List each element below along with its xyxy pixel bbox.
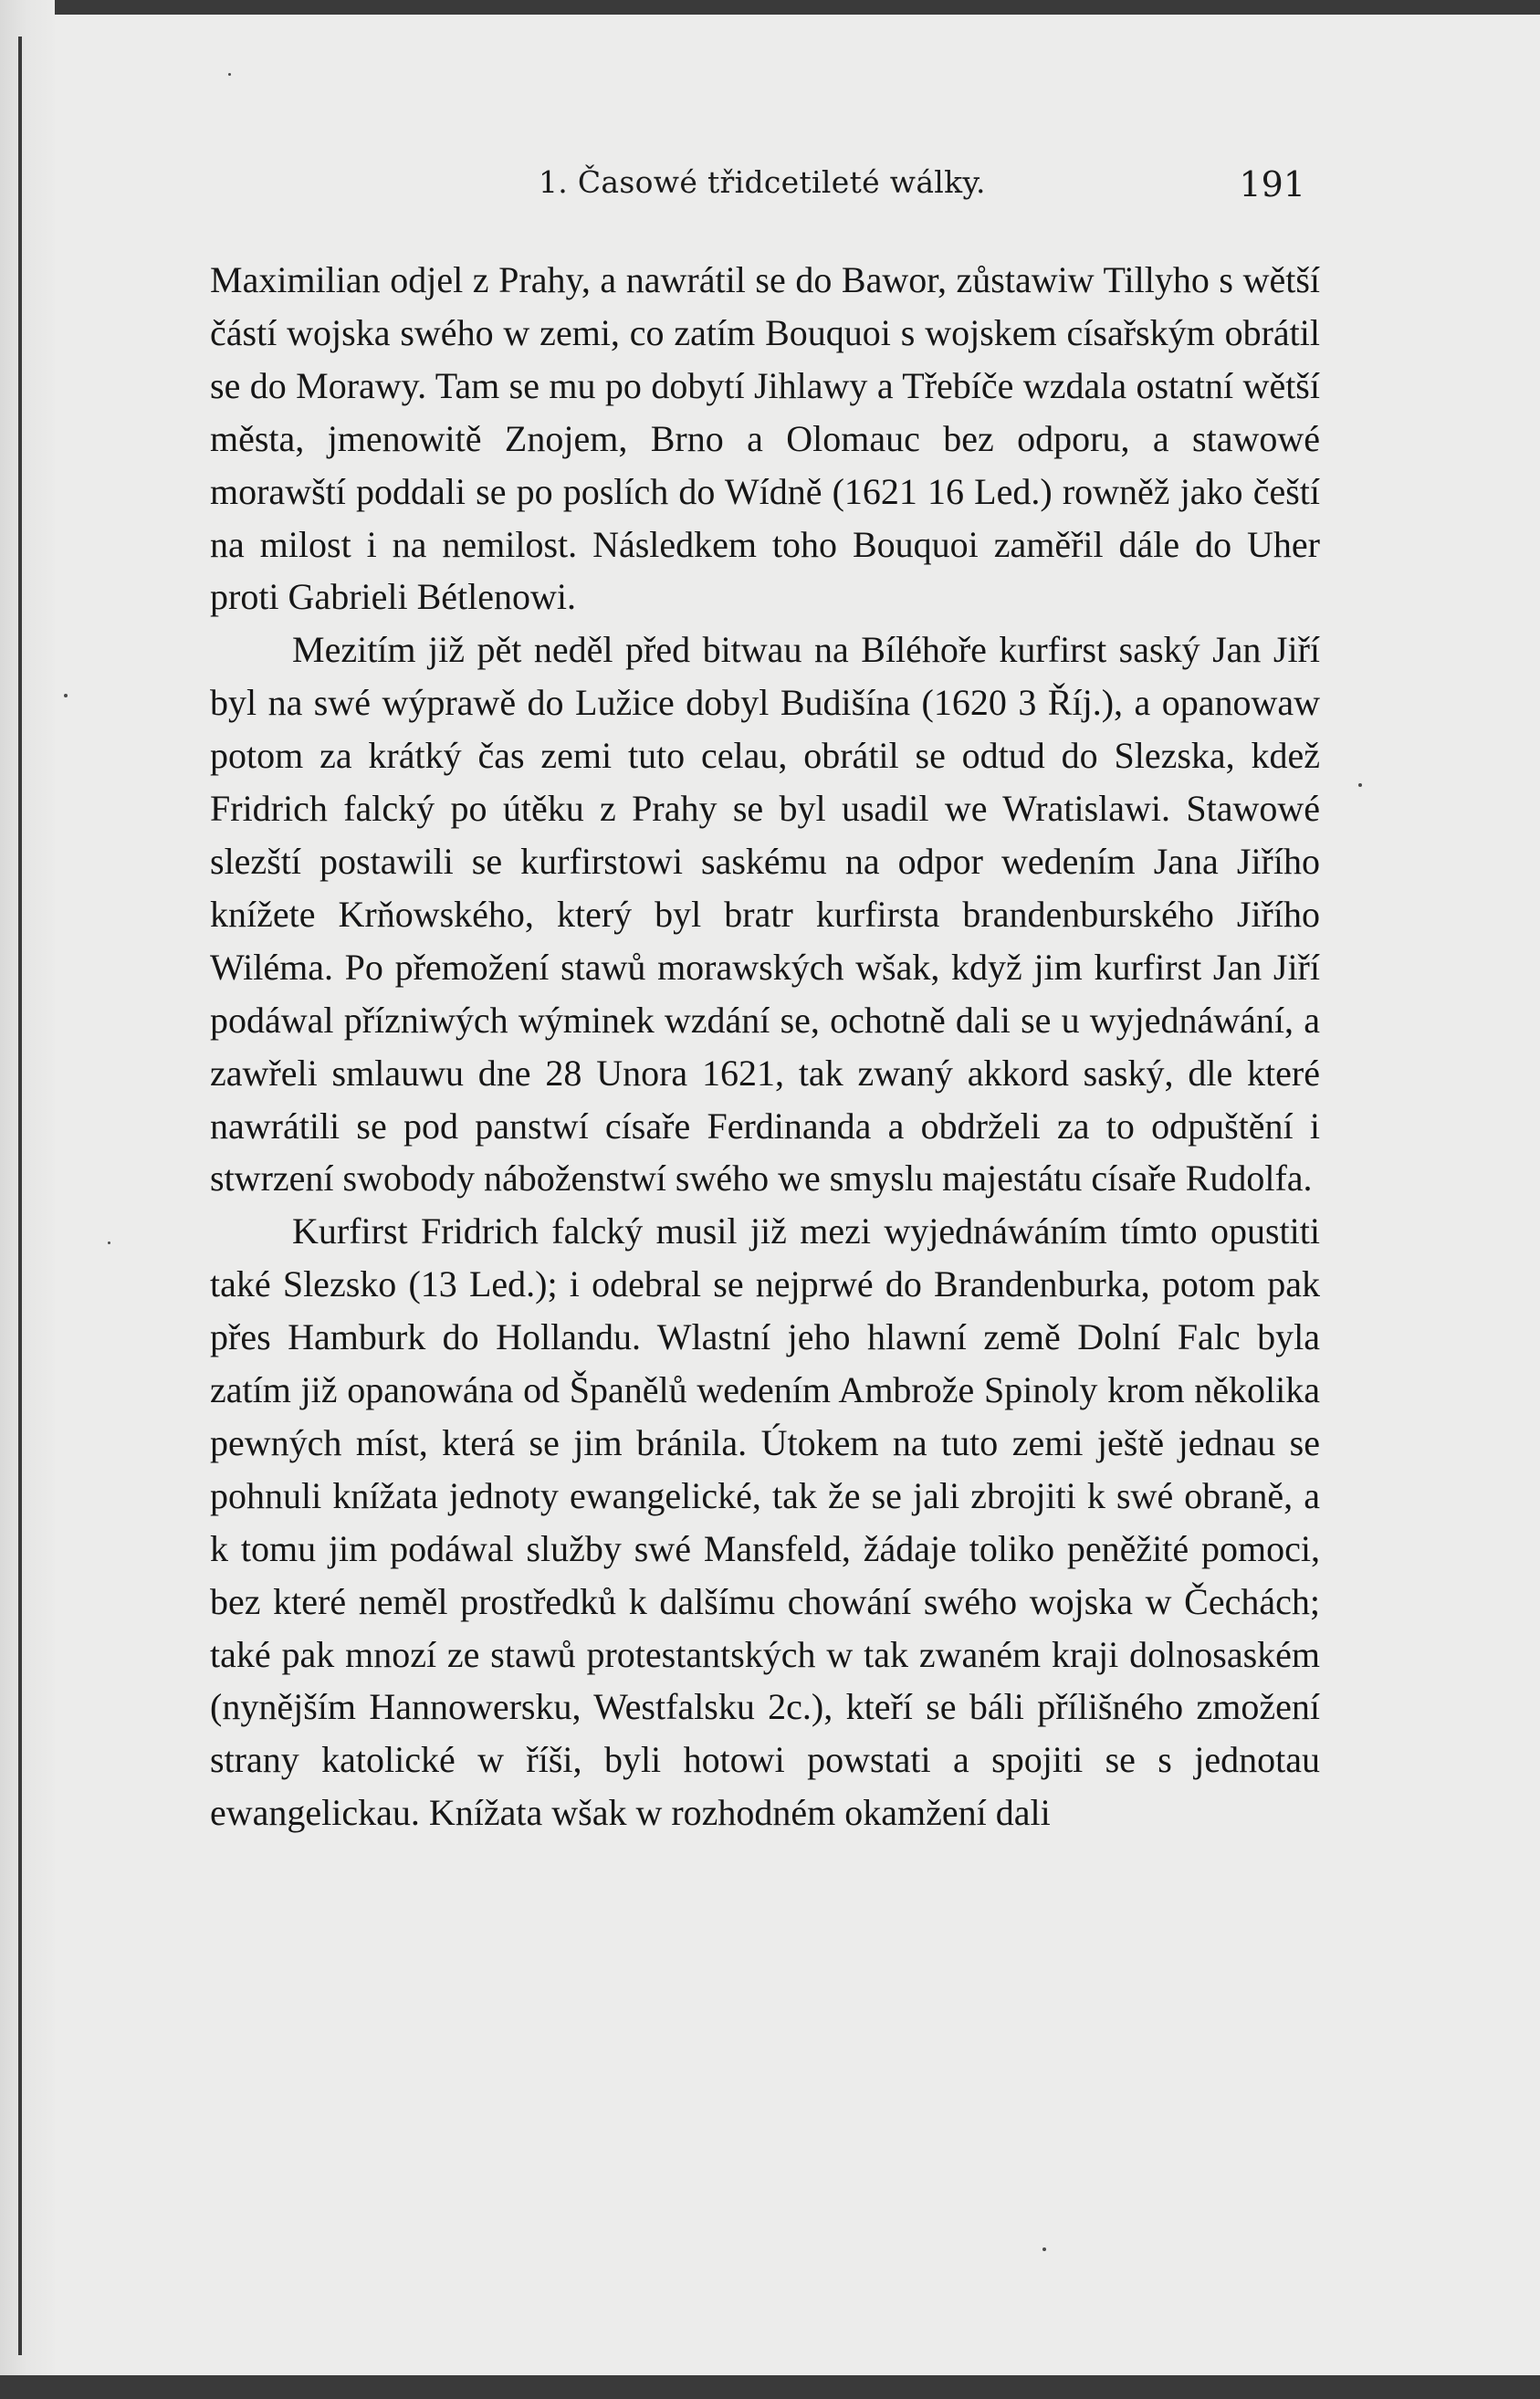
page-header (210, 157, 1320, 212)
page-gutter (0, 0, 55, 2399)
binding-edge (18, 37, 22, 2355)
paragraph: Maximilian odjel z Prahy, a nawrátil se do Bawor, zůstawiw Tillyho s wětší částí wojska swého w zemi, co zatím Bouquoi s wojskem císařským obrátil se do Morawy. Tam se mu po dobytí Jihlawy a Třebíče wzdala ostatní wětší města, jmenowitě Znojem, Brno a Olomauc bez odporu, a stawowé morawští poddali se po poslích do Wídně (1621 16 Led.) rowněž jako čeští na milost i na nemilost. Následkem toho Bouquoi zaměřil dále do Uher proti Gabrieli Bétlenowi. (210, 259, 1320, 618)
scan-top-edge (0, 0, 1540, 15)
scan-bottom-edge (0, 2375, 1540, 2399)
scan-speck (228, 73, 231, 76)
scan-speck (64, 694, 68, 697)
paragraph: Mezitím již pět neděl před bitwau na Bíléhoře kurfirst saský Jan Jiří byl na swé wýprawě do Lužice dobyl Budišína (1620 3 Říj.), a opanowaw potom za krátký čas zemi tuto celau, obrátil se odtud do Slezska, kdež Fridrich falcký po útěku z Prahy se byl usadil we Wratislawi. Stawowé slezští postawili se kurfirstowi saskému na odpor wedením Jana Jiřího knížete Krňowského, který byl bratr kurfirsta brandenburského Jiřího Wiléma. Po přemožení stawů morawských wšak, když jim kurfirst Jan Jiří podáwal přízniwých wýminek wzdání se, ochotně dali se u wyjednáwání, a zawřeli smlauwu dne 28 Unora 1621, tak zwaný akkord saský, dle které nawrátili se pod panstwí císaře Ferdinanda a obdrželi za to odpuštění i stwrzení swobody náboženstwí swého we smyslu majestátu císaře Rudolfa. (210, 629, 1320, 1200)
scan-speck (1358, 783, 1362, 787)
paragraph: Kurfirst Fridrich falcký musil již mezi wyjednáwáním tímto opustiti také Slezsko (13 Led.); i odebral se nejprwé do Brandenburka, potom pak přes Hamburk do Hollandu. Wlastní jeho hlawní země Dolní Falc byla zatím již opanowána od Španělů wedením Ambrože Spinoly krom několika pewných míst, která se jim bránila. Útokem na tuto zemi ještě jednau se pohnuli knížata jednoty ewangelické, tak že se jali zbrojiti k swé obraně, a k tomu jim podáwal služby swé Mansfeld, žádaje toliko peněžité pomoci, bez které neměl prostředků k dalšímu chowání swého wojska w Čechách; také pak mnozí ze stawů protestantských w tak zwaném kraji dolnosaském (nynějším Hannowersku, Westfalsku 2c.), kteří se báli přílišného zmožení strany katolické w říši, byli hotowi powstati a spojiti se s jednotau ewangelickau. Knížata wšak w rozhodném okamžení dali (210, 1210, 1320, 1834)
page-number: 191 (1239, 164, 1305, 204)
scan-speck (108, 1241, 110, 1244)
body-text (210, 254, 1320, 1839)
scan-speck (1042, 2247, 1046, 2251)
running-title: 1. Časowé třidcetileté wálky. (539, 164, 986, 200)
